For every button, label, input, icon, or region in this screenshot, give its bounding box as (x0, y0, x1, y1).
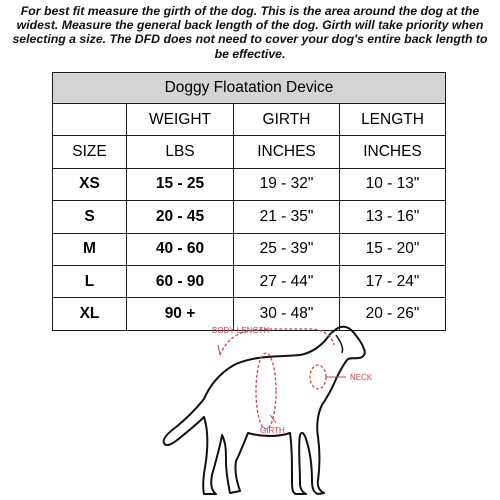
table-title: Doggy Floatation Device (53, 73, 446, 104)
size-cell: L (53, 265, 127, 297)
table-title-row (53, 73, 446, 104)
header-row-2 (53, 136, 446, 168)
header-length: LENGTH (340, 104, 446, 136)
table-row (53, 265, 446, 297)
dog-silhouette (164, 327, 365, 494)
header-lbs: LBS (127, 136, 234, 168)
weight-cell: 90 + (127, 298, 234, 330)
body-length-label: BODY LENGTH (212, 326, 270, 335)
weight-cell: 20 - 45 (127, 201, 234, 233)
header-size: SIZE (53, 136, 127, 168)
header-cell (53, 104, 127, 136)
size-cell: XS (53, 168, 127, 200)
length-cell: 15 - 20" (340, 233, 446, 265)
fit-instructions: For best fit measure the girth of the dog. This is the area around the dog at the widest. Measure the general back length of the dog. Girth will take priority when selecting a size. The DFD does not need to cover your dog's entire back length to be effective. (12, 4, 488, 61)
girth-cell: 27 - 44" (234, 265, 340, 297)
girth-measure (256, 353, 276, 429)
length-cell: 10 - 13" (340, 168, 446, 200)
size-cell: M (53, 233, 127, 265)
girth-cell: 19 - 32" (234, 168, 340, 200)
size-cell: XL (53, 298, 127, 330)
length-cell: 13 - 16" (340, 201, 446, 233)
weight-cell: 40 - 60 (127, 233, 234, 265)
header-row-1 (53, 104, 446, 136)
length-cell: 20 - 26" (340, 298, 446, 330)
girth-cell: 21 - 35" (234, 201, 340, 233)
table-row (53, 168, 446, 200)
girth-cell: 30 - 48" (234, 298, 340, 330)
length-cell: 17 - 24" (340, 265, 446, 297)
header-girth-unit: INCHES (234, 136, 340, 168)
size-cell: S (53, 201, 127, 233)
girth-label: GIRTH (260, 426, 285, 435)
ear-detail (336, 335, 343, 353)
table-row (53, 233, 446, 265)
table-row (53, 201, 446, 233)
header-length-unit: INCHES (340, 136, 446, 168)
header-girth: GIRTH (234, 104, 340, 136)
weight-cell: 15 - 25 (127, 168, 234, 200)
weight-cell: 60 - 90 (127, 265, 234, 297)
neck-measure (310, 365, 326, 389)
girth-cell: 25 - 39" (234, 233, 340, 265)
body-length-leader (218, 345, 220, 355)
neck-label: NECK (350, 373, 373, 382)
header-weight: WEIGHT (127, 104, 234, 136)
size-chart-table (52, 72, 446, 331)
dog-measurement-diagram (150, 305, 400, 500)
